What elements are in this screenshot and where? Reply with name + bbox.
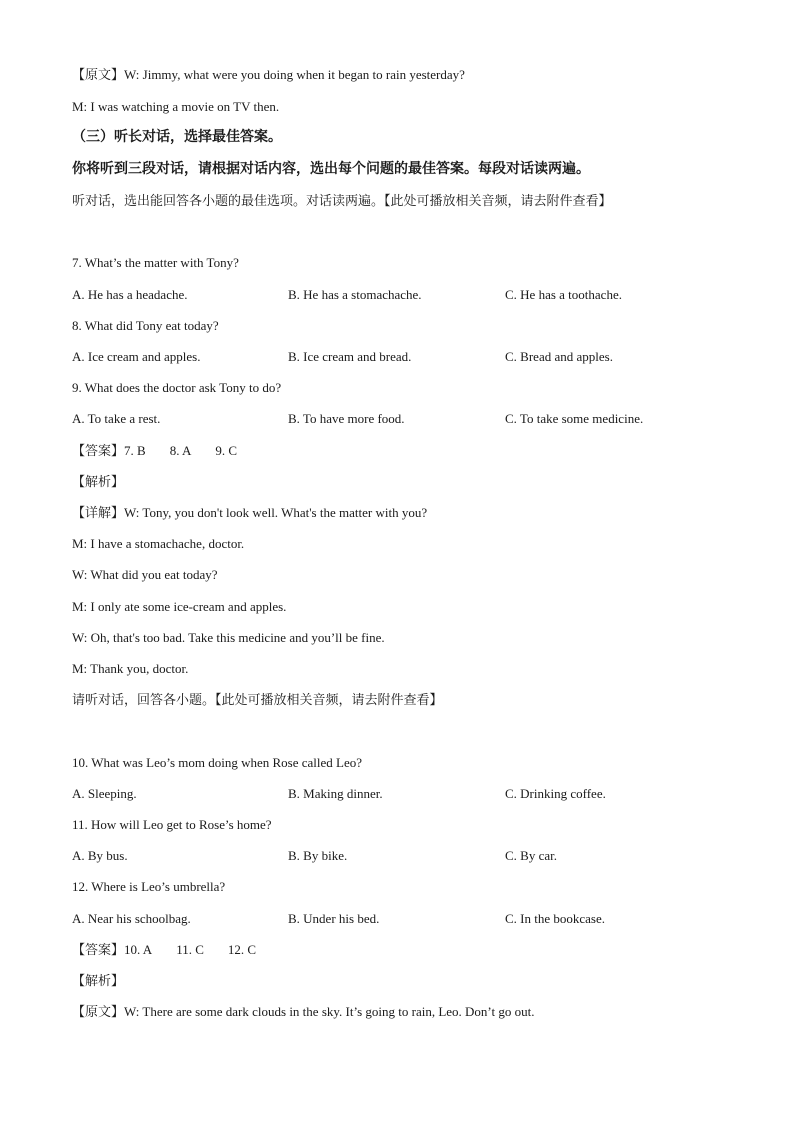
- dialogue-line: 【详解】W: Tony, you don't look well. What's the matter with you?: [72, 505, 428, 520]
- answer-line-2: [72, 941, 280, 959]
- q9-option-a: A. To take a rest.: [72, 411, 161, 426]
- q10-option-c: C. Drinking coffee.: [505, 786, 606, 801]
- listen-note: 听对话，选出能回答各小题的最佳选项。对话读两遍。【此处可播放相关音频，请去附件查看】: [72, 193, 612, 208]
- intro-reply: M: I was watching a movie on TV then.: [72, 99, 280, 114]
- answer-item: 11. C: [176, 942, 204, 957]
- original-2: 【原文】W: There are some dark clouds in the sky. It’s going to rain, Leo. Don’t go out.: [72, 1004, 535, 1019]
- answer-line: [72, 442, 261, 460]
- answer-item: 9. C: [215, 443, 238, 458]
- q11-option-b: B. By bike.: [288, 848, 348, 863]
- answer-item: 12. C: [227, 942, 257, 957]
- analysis-label-2: 【解析】: [72, 973, 125, 988]
- q12-option-c: C. In the bookcase.: [505, 911, 606, 926]
- answer-item: 10. A: [124, 942, 153, 957]
- q8-option-a: A. Ice cream and apples.: [72, 349, 201, 364]
- question-8: 8. What did Tony eat today?: [72, 318, 219, 333]
- q7-option-c: C. He has a toothache.: [505, 287, 622, 302]
- dialogue-line: W: Oh, that's too bad. Take this medicine and you’ll be fine.: [72, 630, 385, 645]
- question-11: 11. How will Leo get to Rose’s home?: [72, 817, 272, 832]
- q10-option-b: B. Making dinner.: [288, 786, 383, 801]
- q7-option-b: B. He has a stomachache.: [288, 287, 422, 302]
- question-10: 10. What was Leo’s mom doing when Rose called Leo?: [72, 755, 363, 770]
- section-instruction: 你将听到三段对话，请根据对话内容，选出每个问题的最佳答案。每段对话读两遍。: [72, 162, 590, 177]
- q8-option-c: C. Bread and apples.: [505, 349, 613, 364]
- dialogue-line: M: I have a stomachache, doctor.: [72, 536, 245, 551]
- question-12: 12. Where is Leo’s umbrella?: [72, 879, 226, 894]
- q11-option-a: A. By bus.: [72, 848, 128, 863]
- analysis-label: 【解析】: [72, 474, 125, 489]
- answer-item: 7. B: [124, 443, 146, 458]
- q9-option-b: B. To have more food.: [288, 411, 405, 426]
- dialogue-line: M: Thank you, doctor.: [72, 661, 189, 676]
- answer-label: 【答案】: [72, 443, 125, 458]
- q11-option-c: C. By car.: [505, 848, 557, 863]
- q12-option-b: B. Under his bed.: [288, 911, 380, 926]
- listen-note-2: 请听对话，回答各小题。【此处可播放相关音频，请去附件查看】: [72, 692, 443, 707]
- question-9: 9. What does the doctor ask Tony to do?: [72, 380, 282, 395]
- answer-label: 【答案】: [72, 942, 125, 957]
- q12-option-a: A. Near his schoolbag.: [72, 911, 191, 926]
- q8-option-b: B. Ice cream and bread.: [288, 349, 412, 364]
- section-heading: （三）听长对话，选择最佳答案。: [72, 130, 282, 145]
- question-7: 7. What’s the matter with Tony?: [72, 255, 239, 270]
- dialogue-line: W: What did you eat today?: [72, 567, 218, 582]
- q7-option-a: A. He has a headache.: [72, 287, 188, 302]
- intro-original: 【原文】W: Jimmy, what were you doing when it began to rain yesterday?: [72, 67, 465, 82]
- dialogue-line: M: I only ate some ice-cream and apples.: [72, 599, 287, 614]
- answer-item: 8. A: [169, 443, 192, 458]
- q9-option-c: C. To take some medicine.: [505, 411, 644, 426]
- q10-option-a: A. Sleeping.: [72, 786, 137, 801]
